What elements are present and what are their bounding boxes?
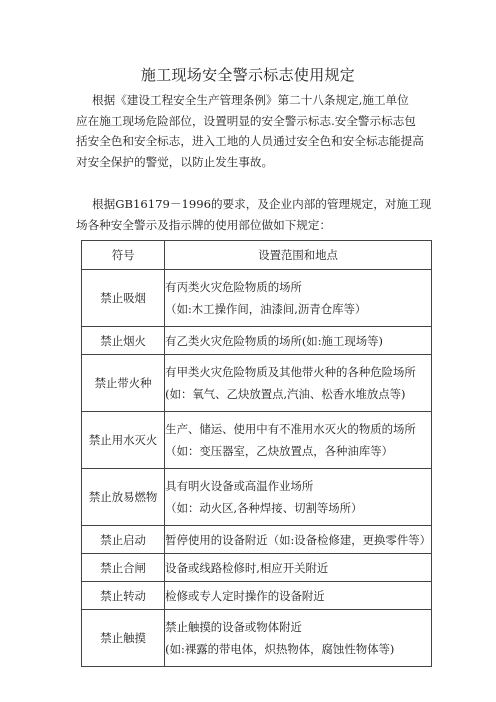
table-row	[82, 412, 432, 469]
sign-symbol: 禁止带火种	[82, 355, 165, 412]
sign-scope	[165, 469, 432, 526]
scope-line: 有乙类火灾危险物质的场所(如:施工现场等)	[165, 333, 383, 348]
scope-line: 暂停使用的设备附近（如:设备检修建，更换零件等）	[165, 532, 431, 547]
paragraph-line: 场各种安全警示及指示牌的使用部位做如下规定：	[76, 217, 332, 232]
scope-line: （如：动火区,各种焊接、切割等场所）	[165, 501, 363, 515]
table-row	[82, 582, 432, 610]
paragraph-line: 根据《建设工程安全生产管理条例》第二十八条规定,施工单位	[92, 93, 409, 107]
scope-line: 有甲类火灾危险物质及其他带火种的各种危险场所	[165, 365, 416, 379]
table-row	[82, 270, 432, 327]
sign-scope	[165, 610, 432, 667]
sign-scope	[165, 526, 432, 554]
scope-line: 有丙类火灾危险物质的场所	[165, 280, 302, 294]
sign-symbol: 禁止用水灭火	[82, 412, 165, 469]
scope-line: 检修或专人定时操作的设备附近	[165, 588, 325, 603]
scope-line: (如:裸露的带电体，炽热物体，腐蚀性物体等)	[165, 642, 395, 656]
paragraph-line: 应在施工现场危险部位，设置明显的安全警示标志.安全警示标志包	[76, 113, 416, 128]
safety-signs-table	[81, 240, 432, 667]
sign-symbol: 禁止合闸	[82, 554, 165, 582]
paragraph-line: 对安全保护的警觉，以防止发生事故。	[76, 154, 274, 169]
document-title: 施工现场安全警示标志使用规定	[140, 66, 356, 84]
header-symbol: 符号	[82, 241, 165, 270]
scope-line: 设备或线路检修时,相应开关附近	[165, 560, 329, 575]
sign-scope	[165, 582, 432, 610]
table-row	[82, 610, 432, 667]
sign-symbol: 禁止吸烟	[82, 270, 165, 327]
scope-line: 生产、储运、使用中有不准用水灭火的物质的场所	[165, 422, 416, 436]
sign-symbol: 禁止启动	[82, 526, 165, 554]
table-row	[82, 554, 432, 582]
sign-scope	[165, 270, 432, 327]
scope-line: 禁止触摸的设备或物体附近	[165, 620, 302, 634]
sign-symbol: 禁止转动	[82, 582, 165, 610]
table-row	[82, 327, 432, 355]
table-row	[82, 526, 432, 554]
table-row	[82, 355, 432, 412]
header-scope: 设置范围和地点	[165, 241, 432, 270]
standard-paragraph	[76, 194, 432, 235]
sign-symbol: 禁止触摸	[82, 610, 165, 667]
paragraph-line: 根据GB16179－1996的要求，及企业内部的管理规定，对施工现	[92, 197, 432, 211]
sign-symbol: 禁止烟火	[82, 327, 165, 355]
sign-scope	[165, 355, 432, 412]
sign-scope	[165, 327, 432, 355]
paragraph-line: 括安全色和安全标志，进入工地的人员通过安全色和安全标志能提高	[76, 134, 424, 148]
scope-line: （如:木工操作间，油漆间,沥青仓库等）	[165, 302, 367, 316]
table-row	[82, 469, 432, 526]
scope-line: (如：氧气、乙炔放置点,汽油、松香水堆放点等)	[165, 387, 406, 401]
scope-line: 具有明火设备或高温作业场所	[165, 479, 314, 493]
sign-scope	[165, 412, 432, 469]
intro-paragraph	[76, 90, 428, 172]
sign-symbol: 禁止放易燃物	[82, 469, 165, 526]
scope-line: （如：变压器室，乙炔放置点，各种油库等）	[165, 444, 393, 458]
table-header-row	[82, 241, 432, 270]
sign-scope	[165, 554, 432, 582]
